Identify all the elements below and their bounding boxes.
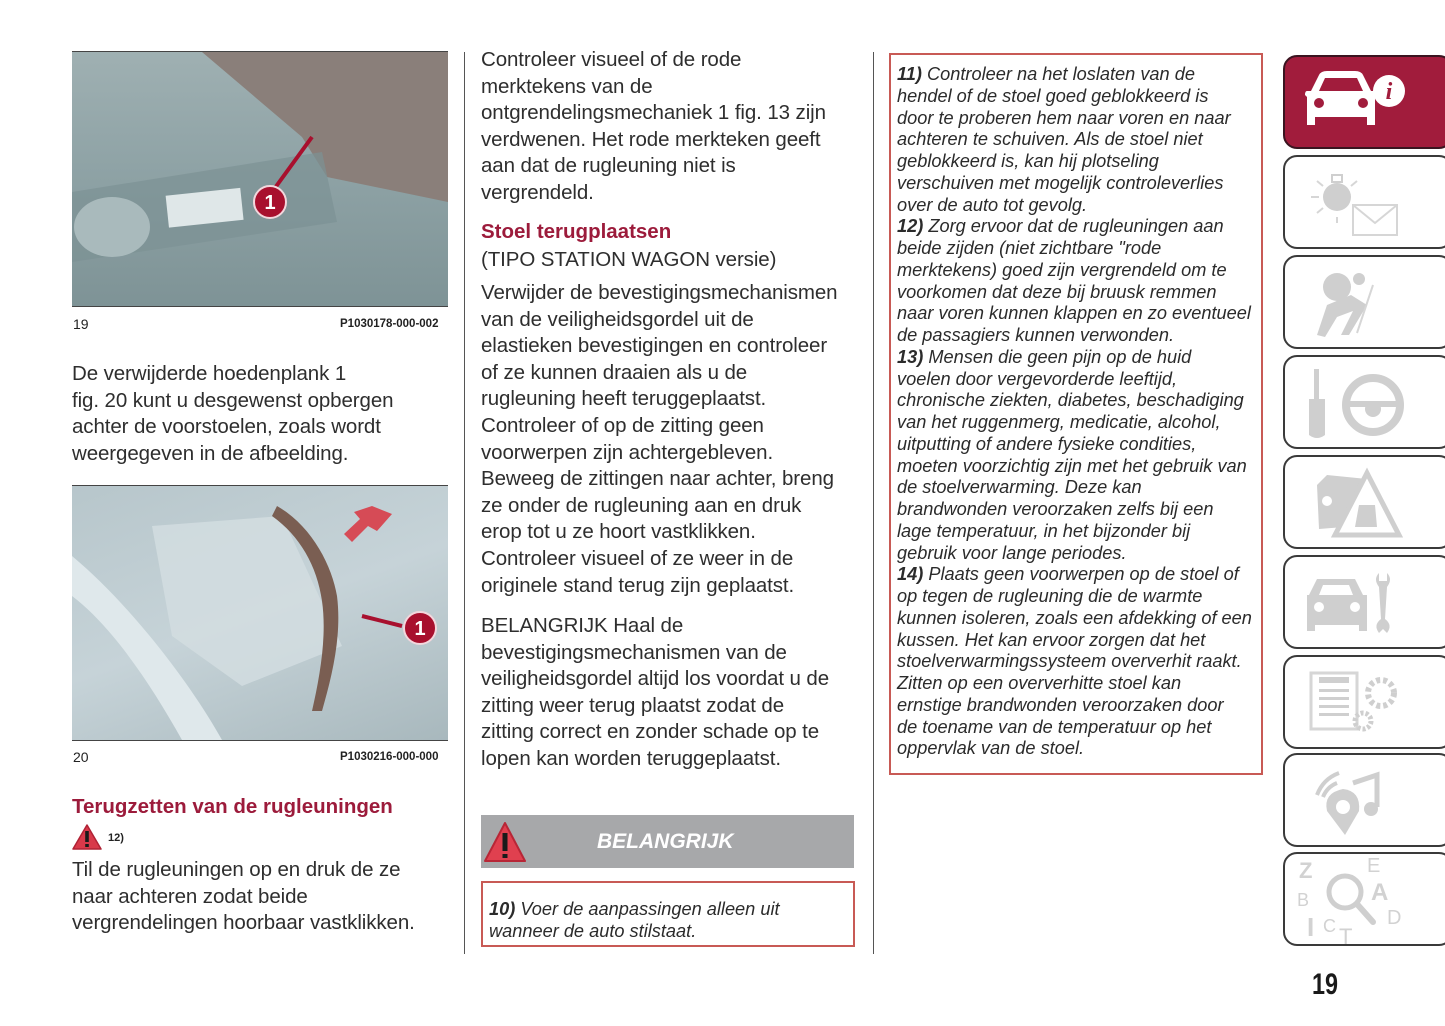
svg-text:i: i (1385, 79, 1393, 105)
text-line: vergrendelingen hoorbaar vastklikken. (72, 911, 415, 935)
text-line: gebruik voor lange periodes. (897, 542, 1127, 563)
text-line: ernstige brandwonden veroorzaken door (897, 694, 1224, 715)
text-line: wanneer de auto stilstaat. (489, 920, 697, 941)
text-line: achter de voorstoelen, zoals wordt (72, 415, 381, 439)
text-line: chronische ziekten, diabetes, beschadiging (897, 390, 1244, 411)
text-line: bevestigingsmechanismen van de (481, 640, 787, 664)
text-line: Controleer visueel of de rode (481, 48, 742, 71)
figure-20-photo (72, 485, 448, 741)
note-number: 10) (489, 899, 516, 919)
text-line: Controleer visueel of ze weer in de (481, 546, 794, 570)
text-line: uitputting of andere fysieke condities, (897, 433, 1197, 454)
svg-text:B: B (1297, 890, 1310, 910)
text-line: lopen kan worden teruggeplaatst. (481, 746, 781, 770)
text-line: erop tot u ze hoort vastklikken. (481, 520, 756, 544)
text-line: veiligheidsgordel altijd los voordat u de (481, 667, 830, 691)
key-steering-wheel-icon (1297, 365, 1407, 441)
warning-triangle-icon (483, 821, 527, 865)
car-maintenance-icon (1297, 565, 1407, 641)
text-line: vergrendeld. (481, 180, 594, 204)
text-line: fig. 20 kunt u desgewenst opbergen (72, 388, 394, 412)
text-line: verdwenen. Het rode merkteken geeft (481, 127, 821, 151)
paragraph-controleer-visueel (481, 47, 861, 207)
emergency-warning-icon (1297, 465, 1407, 541)
text-line: naar voren kunnen klappen en zo eventueel (897, 303, 1251, 324)
text-line: zitting weer terug plaatst zodat de (481, 693, 785, 717)
tab-technical-data[interactable] (1283, 655, 1445, 749)
text-line: Controleer na het loslaten van de (921, 64, 1195, 84)
tab-multimedia[interactable] (1283, 753, 1445, 847)
svg-text:I: I (1307, 912, 1315, 942)
note-10 (489, 899, 780, 943)
svg-text:1: 1 (414, 618, 426, 640)
subheading-station-wagon: (TIPO STATION WAGON versie) (481, 248, 777, 271)
figure-19-code: P1030178-000-002 (340, 318, 439, 330)
note-12 (897, 216, 1262, 347)
page-number: 19 (1312, 968, 1339, 1001)
tab-car-maintenance[interactable] (1283, 555, 1445, 649)
tab-key-steering[interactable] (1283, 355, 1445, 449)
text-line: de toename van de temperatuur op het (897, 716, 1212, 737)
paragraph-hoedenplank (72, 361, 452, 467)
section-heading-stoel-terugplaatsen: Stoel terugplaatsen (481, 220, 672, 243)
text-line: Verwijder de bevestigingsmechanismen (481, 281, 838, 304)
text-line: stoelverwarmingssysteem oververhit raakt. (897, 651, 1242, 672)
figure-20-code: P1030216-000-000 (340, 751, 439, 763)
index-search-icon (1297, 854, 1407, 944)
svg-text:Z: Z (1299, 858, 1313, 883)
text-line: Beweeg de zittingen naar achter, breng (481, 467, 834, 491)
text-line: de passagiers kunnen verwonden. (897, 325, 1175, 345)
text-line: geblokkeerd is, kan hij plotseling (897, 151, 1159, 171)
warning-triangle-icon (72, 824, 102, 850)
note-14 (897, 564, 1262, 760)
text-line: De verwijderde hoedenplank 1 (72, 362, 347, 385)
note-13 (897, 347, 1262, 565)
text-line: voorwerpen zijn achtergebleven. (481, 440, 774, 464)
note-number: 11) (897, 64, 922, 84)
svg-text:1: 1 (264, 192, 276, 214)
tab-dashboard-lights[interactable] (1283, 155, 1445, 249)
text-line: Til de rugleuningen op en druk de ze (72, 858, 401, 881)
warnings-list (897, 64, 1262, 760)
text-line: oppervlak van de stoel. (897, 738, 1085, 759)
column-divider-left (464, 52, 465, 954)
text-line: achteren te schuiven. Als de stoel niet (897, 129, 1203, 150)
text-line: zitting correct en zonder schade op te (481, 720, 820, 744)
text-line: Zorg ervoor dat de rugleuningen aan (923, 216, 1224, 237)
text-line: ze onder de rugleuning aan en druk (481, 493, 802, 517)
text-line: beide zijden (niet zichtbare "rode (897, 238, 1162, 258)
text-line: van het ruggenmerg, medicatie, alcohol, (897, 412, 1221, 432)
text-line: brandwonden veroorzaken zelfs bij een (897, 499, 1214, 519)
text-line: kussen. Het kan ervoor zorgen dat het (897, 629, 1206, 650)
text-line: voorkomen dat deze bij bruusk remmen (897, 281, 1217, 302)
warnings-box (889, 53, 1263, 775)
text-line: merktekens van de (481, 74, 653, 98)
paragraph-rugleuningen (72, 857, 452, 937)
text-line: merktekens) goed zijn vergrendeld om te (897, 259, 1227, 280)
svg-text:E: E (1367, 855, 1381, 877)
text-line: originele stand terug zijn geplaatst. (481, 573, 795, 597)
paragraph-verwijder (481, 280, 866, 599)
text-line: op tegen de rugleuning die de warmte (897, 586, 1203, 606)
technical-data-icon (1297, 665, 1407, 741)
text-line: Controleer of op de zitting geen (481, 413, 764, 437)
figure-19-illustration (72, 52, 448, 306)
tab-emergency[interactable] (1283, 455, 1445, 549)
text-line: over de auto tot gevolg. (897, 194, 1088, 215)
text-line: aan dat de rugleuning niet is (481, 154, 736, 178)
text-line: kunnen isoleren, zoals een afdekking of een (897, 607, 1252, 628)
text-line: weergegeven in de afbeelding. (72, 441, 349, 465)
figure-19-photo (72, 51, 448, 307)
text-line: Voer de aanpassingen alleen uit (515, 899, 780, 919)
figure-20-number: 20 (73, 749, 89, 765)
multimedia-icon (1297, 763, 1407, 839)
text-line: Plaats geen voorwerpen op de stoel of (923, 564, 1239, 585)
text-line: moeten voorzichtig zijn met het gebruik van (897, 455, 1247, 476)
text-line: lage temperatuur, in het bijzonder bij (897, 520, 1191, 541)
warning-reference[interactable]: 12) (108, 832, 124, 844)
svg-text:A: A (1371, 879, 1389, 906)
text-line: voelen door vergevorderde leeftijd, (897, 368, 1178, 389)
important-header-bar (481, 815, 854, 868)
svg-text:C: C (1323, 916, 1336, 936)
text-line: door te proberen hem naar voren en naar (897, 107, 1231, 128)
text-line: verschuiven met mogelijk controleverlies (897, 172, 1224, 193)
tab-index[interactable] (1283, 852, 1445, 946)
text-line: Zitten op een oververhitte stoel kan (897, 673, 1182, 693)
text-line: rugleuning heeft teruggeplaatst. (481, 387, 767, 411)
svg-text:T: T (1339, 924, 1353, 944)
note-number: 14) (897, 564, 924, 585)
safety-airbag-icon (1297, 265, 1407, 341)
paragraph-belangrijk (481, 613, 866, 773)
figure-19-number: 19 (73, 316, 89, 332)
text-line: elastieken bevestigingen en controleer (481, 334, 828, 358)
text-line: of ze kunnen draaien als u de (481, 360, 748, 384)
svg-text:D: D (1387, 907, 1402, 929)
note-10-box (481, 881, 855, 947)
figure-20-illustration (72, 486, 448, 740)
text-line: hendel of de stoel goed geblokkeerd is (897, 85, 1209, 106)
text-line: Mensen die geen pijn op de huid (923, 346, 1192, 367)
section-heading-rugleuningen: Terugzetten van de rugleuningen (72, 795, 393, 818)
note-number: 12) (897, 216, 924, 237)
important-header-label: BELANGRIJK (597, 830, 734, 853)
text-line: BELANGRIJK Haal de (481, 614, 684, 637)
tab-car-info[interactable] (1283, 55, 1445, 149)
text-line: ontgrendelingsmechaniek 1 fig. 13 zijn (481, 101, 826, 125)
car-info-icon (1297, 65, 1407, 141)
column-divider-right (873, 52, 874, 954)
note-11 (897, 64, 1262, 216)
text-line: naar achteren zodat beide (72, 884, 308, 908)
dashboard-lights-icon (1297, 165, 1407, 241)
text-line: van de veiligheidsgordel uit de (481, 307, 754, 331)
tab-safety[interactable] (1283, 255, 1445, 349)
note-number: 13) (897, 346, 924, 367)
text-line: de stoelverwarming. Deze kan (897, 477, 1142, 498)
